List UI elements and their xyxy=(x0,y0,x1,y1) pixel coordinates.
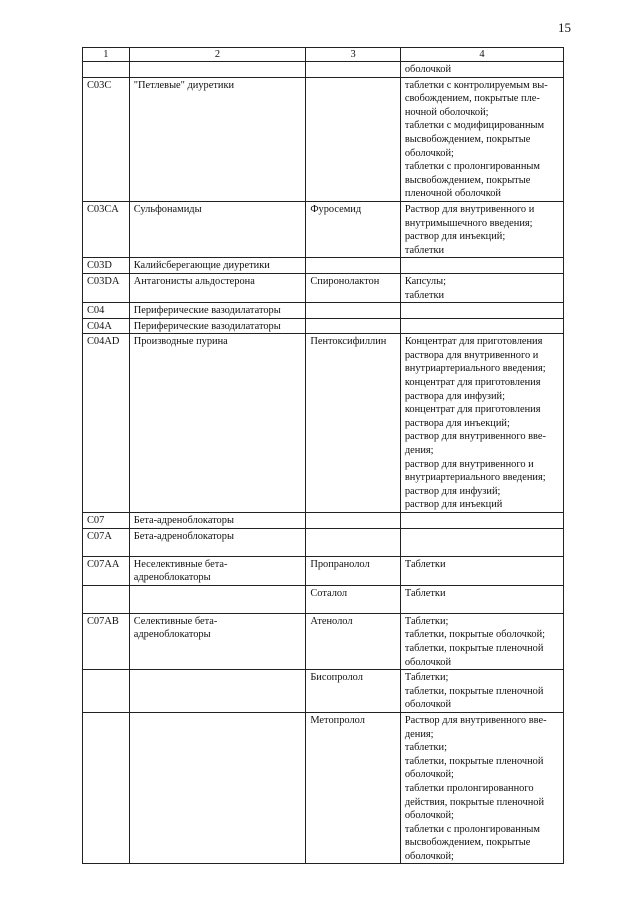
group-name-cell-line: Сульфонамиды xyxy=(133,203,202,215)
group-name-cell xyxy=(129,303,306,319)
group-name-cell-line: адреноблокаторы xyxy=(133,629,211,641)
dosage-form-line: оболочкой xyxy=(404,64,452,75)
dosage-form-line: раствор для инъекций xyxy=(404,499,503,511)
dosage-form-line: таблетки; xyxy=(404,742,448,754)
group-name-cell xyxy=(129,77,306,201)
dosage-form-line: раствор для инъекций; xyxy=(404,231,506,243)
group-name-cell-line: Периферические вазодилататоры xyxy=(133,305,281,317)
group-name-cell xyxy=(129,201,306,257)
dosage-forms-cell xyxy=(400,201,563,257)
drug-table xyxy=(82,47,564,864)
dosage-form-line: Раствор для внутривенного вве- xyxy=(404,714,547,726)
atc-code-cell xyxy=(83,613,130,669)
group-name-cell xyxy=(129,712,306,864)
dosage-form-line: раствора для внутривенного и xyxy=(404,349,539,361)
dosage-form-line: таблетки, покрытые оболочкой; xyxy=(404,629,546,641)
dosage-form-line: внутримышечного введения; xyxy=(404,217,533,229)
drug-name-cell xyxy=(306,670,401,713)
group-name-cell xyxy=(129,62,306,78)
dosage-form-line: таблетки с пролонгированным xyxy=(404,161,540,173)
dosage-form-line: таблетки с пролонгированным xyxy=(404,823,540,835)
table-row xyxy=(83,513,564,529)
atc-code-cell xyxy=(83,201,130,257)
header-cell-3: 3 xyxy=(306,48,401,62)
dosage-form-line: таблетки, покрытые пленочной xyxy=(404,755,544,767)
dosage-form-line: оболочкой; xyxy=(404,850,454,862)
dosage-forms-cell xyxy=(400,712,563,864)
atc-code-cell-line: C07 xyxy=(87,515,105,526)
drug-name-cell xyxy=(306,528,401,556)
table-row xyxy=(83,273,564,302)
dosage-form-line: Таблетки; xyxy=(404,672,449,684)
dosage-form-line: оболочкой; xyxy=(404,810,454,822)
group-name-cell-line: Селективные бета- xyxy=(133,615,218,627)
atc-code-cell xyxy=(83,303,130,319)
group-name-cell-line: адреноблокаторы xyxy=(133,572,211,584)
group-name-cell xyxy=(129,585,306,613)
dosage-form-line: высвобождением, покрытые xyxy=(404,837,531,849)
dosage-form-line: Таблетки; xyxy=(404,615,449,627)
atc-code-cell xyxy=(83,77,130,201)
dosage-form-line: оболочкой; xyxy=(404,769,454,781)
dosage-form-line: Капсулы; xyxy=(404,275,446,287)
dosage-form-line: высвобождением, покрытые xyxy=(404,133,531,145)
group-name-cell xyxy=(129,334,306,513)
atc-code-cell xyxy=(83,513,130,529)
atc-code-cell-line: C04 xyxy=(87,305,105,317)
atc-code-cell-line: C07AA xyxy=(87,558,120,570)
table-row xyxy=(83,303,564,319)
dosage-forms-cell xyxy=(400,77,563,201)
dosage-form-line: раствор для внутривенного вве- xyxy=(404,431,546,443)
group-name-cell-line: Бета-адреноблокаторы xyxy=(133,530,234,542)
table-row xyxy=(83,77,564,201)
atc-code-cell xyxy=(83,556,130,585)
dosage-form-line: Раствор для внутривенного и xyxy=(404,203,535,215)
table-row xyxy=(83,613,564,669)
drug-name-cell xyxy=(306,585,401,613)
dosage-form-line: Концентрат для приготовления xyxy=(404,336,543,348)
dosage-form-line: внутриартериального введения; xyxy=(404,472,546,484)
group-name-cell xyxy=(129,556,306,585)
dosage-form-line: Таблетки xyxy=(404,558,446,570)
drug-name-cell xyxy=(306,303,401,319)
table-row xyxy=(83,318,564,334)
group-name-cell-line: Антагонисты альдостерона xyxy=(133,275,255,287)
drug-name-cell-line: Пентоксифиллин xyxy=(310,336,387,348)
dosage-form-line: концентрат для приготовления xyxy=(404,404,541,416)
dosage-forms-cell xyxy=(400,556,563,585)
group-name-cell xyxy=(129,613,306,669)
atc-code-cell xyxy=(83,258,130,274)
table-row xyxy=(83,62,564,78)
atc-code-cell xyxy=(83,585,130,613)
group-name-cell-line: Бета-адреноблокаторы xyxy=(133,515,234,526)
dosage-form-line: таблетки xyxy=(404,244,445,256)
drug-name-cell-line: Метопролол xyxy=(310,714,365,726)
dosage-forms-cell xyxy=(400,513,563,529)
dosage-form-line: внутриартериального введения; xyxy=(404,363,546,375)
dosage-form-line: оболочкой; xyxy=(404,147,454,159)
drug-name-cell-line: Спиронолактон xyxy=(310,275,380,287)
group-name-cell xyxy=(129,528,306,556)
drug-name-cell xyxy=(306,273,401,302)
dosage-forms-cell xyxy=(400,613,563,669)
table-row xyxy=(83,556,564,585)
drug-name-cell xyxy=(306,201,401,257)
dosage-forms-cell xyxy=(400,670,563,713)
group-name-cell-line: Калийсберегающие диуретики xyxy=(133,260,270,272)
group-name-cell-line: "Петлевые" диуретики xyxy=(133,79,235,91)
atc-code-cell xyxy=(83,273,130,302)
atc-code-cell xyxy=(83,62,130,78)
atc-code-cell-line: C03DA xyxy=(87,275,120,287)
group-name-cell xyxy=(129,273,306,302)
atc-code-cell xyxy=(83,318,130,334)
dosage-forms-cell xyxy=(400,62,563,78)
atc-code-cell-line: C03CA xyxy=(87,203,119,215)
group-name-cell xyxy=(129,670,306,713)
table-row xyxy=(83,585,564,613)
dosage-forms-cell xyxy=(400,528,563,556)
group-name-cell-line: Периферические вазодилататоры xyxy=(133,320,281,332)
drug-name-cell xyxy=(306,613,401,669)
dosage-forms-cell xyxy=(400,273,563,302)
dosage-form-line: таблетки, покрытые пленочной xyxy=(404,685,544,697)
group-name-cell xyxy=(129,258,306,274)
table-row xyxy=(83,670,564,713)
drug-name-cell xyxy=(306,556,401,585)
drug-name-cell-line: Фуросемид xyxy=(310,203,362,215)
table-body xyxy=(83,62,564,864)
group-name-cell-line: Производные пурина xyxy=(133,336,228,348)
dosage-form-line: концентрат для приготовления xyxy=(404,377,541,389)
header-cell-1: 1 xyxy=(83,48,130,62)
dosage-form-line: таблетки с контролируемым вы- xyxy=(404,79,548,91)
dosage-form-line: раствора для инъекций; xyxy=(404,417,510,429)
dosage-form-line: раствор для внутривенного и xyxy=(404,458,534,470)
atc-code-cell xyxy=(83,528,130,556)
header-cell-4: 4 xyxy=(400,48,563,62)
dosage-form-line: пленочной оболочкой xyxy=(404,188,501,200)
drug-name-cell xyxy=(306,62,401,78)
table-row xyxy=(83,712,564,864)
atc-code-cell-line: C04AD xyxy=(87,336,120,348)
table-row xyxy=(83,334,564,513)
group-name-cell-line: Неселективные бета- xyxy=(133,558,228,570)
drug-name-cell xyxy=(306,334,401,513)
dosage-form-line: таблетки, покрытые пленочной xyxy=(404,642,544,654)
dosage-forms-cell xyxy=(400,303,563,319)
dosage-form-line: оболочкой xyxy=(404,699,452,711)
dosage-form-line: дения; xyxy=(404,445,434,457)
atc-code-cell-line: C04A xyxy=(87,320,112,332)
atc-code-cell-line: C07AB xyxy=(87,615,119,627)
dosage-forms-cell xyxy=(400,585,563,613)
group-name-cell xyxy=(129,318,306,334)
drug-name-cell-line: Соталол xyxy=(310,587,348,599)
table-header xyxy=(83,48,564,62)
dosage-form-line: оболочкой xyxy=(404,656,452,668)
dosage-form-line: свобождением, покрытые пле- xyxy=(404,93,540,105)
drug-name-cell xyxy=(306,712,401,864)
header-cell-2: 2 xyxy=(129,48,306,62)
drug-name-cell xyxy=(306,318,401,334)
drug-name-cell xyxy=(306,513,401,529)
dosage-form-line: раствора для инфузий; xyxy=(404,390,506,402)
drug-name-cell-line: Атенолол xyxy=(310,615,353,627)
table-row xyxy=(83,258,564,274)
table-row xyxy=(83,201,564,257)
atc-code-cell xyxy=(83,712,130,864)
dosage-form-line: таблетки с модифицированным xyxy=(404,120,545,132)
atc-code-cell-line: C03D xyxy=(87,260,112,272)
table-row xyxy=(83,528,564,556)
dosage-forms-cell xyxy=(400,258,563,274)
dosage-form-line: высвобождением, покрытые xyxy=(404,174,531,186)
drug-name-cell-line: Бисопролол xyxy=(310,672,363,684)
atc-code-cell xyxy=(83,670,130,713)
page-number: 15 xyxy=(558,20,571,35)
dosage-form-line: таблетки пролонгированного xyxy=(404,782,534,794)
dosage-forms-cell xyxy=(400,318,563,334)
drug-name-cell xyxy=(306,258,401,274)
drug-name-cell xyxy=(306,77,401,201)
atc-code-cell-line: C07A xyxy=(87,530,112,542)
dosage-form-line: дения; xyxy=(404,728,434,740)
dosage-form-line: Таблетки xyxy=(404,587,446,599)
dosage-form-line: таблетки xyxy=(404,289,445,301)
dosage-forms-cell xyxy=(400,334,563,513)
atc-code-cell xyxy=(83,334,130,513)
atc-code-cell-line: C03C xyxy=(87,79,112,91)
dosage-form-line: действия, покрытые пленочной xyxy=(404,796,545,808)
group-name-cell xyxy=(129,513,306,529)
dosage-form-line: ночной оболочкой; xyxy=(404,106,489,118)
dosage-form-line: раствор для инфузий; xyxy=(404,485,501,497)
drug-name-cell-line: Пропранолол xyxy=(310,558,370,570)
